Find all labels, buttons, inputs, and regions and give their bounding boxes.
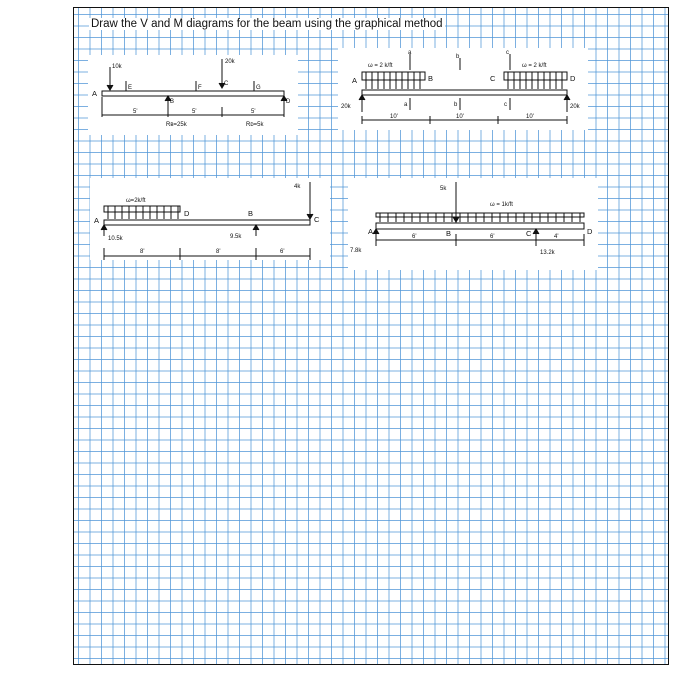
beam2-point-c: C bbox=[490, 74, 496, 83]
beam-diagram-3 bbox=[90, 178, 330, 260]
beam3-span-2: 8' bbox=[216, 249, 221, 255]
beam1-span-2: 5' bbox=[192, 109, 197, 115]
beam2-span-1: 10' bbox=[390, 114, 398, 120]
beam2-point-d: D bbox=[570, 74, 576, 83]
worksheet-title: Draw the V and M diagrams for the beam using the graphical method bbox=[91, 18, 443, 30]
beam4-reaction-a: 7.8k bbox=[350, 248, 362, 254]
beam1-point-e: E bbox=[128, 85, 133, 91]
beam3-point-c: C bbox=[314, 215, 320, 224]
beam1-reaction-d: Rᴅ=5k bbox=[246, 122, 264, 128]
beam1-span-1: 5' bbox=[133, 109, 138, 115]
beam4-span-2: 6' bbox=[490, 234, 495, 240]
beam1-reaction-b: Rʙ=25k bbox=[166, 122, 187, 128]
beam2-udl-left: ω = 2 k/ft bbox=[368, 63, 393, 69]
beam1-point-d: D bbox=[286, 99, 291, 105]
beam2-section-top-c: c bbox=[506, 50, 509, 56]
beam3-point-d: D bbox=[184, 209, 190, 218]
beam2-reaction-right: 20k bbox=[570, 104, 580, 110]
beam4-reaction-c: 13.2k bbox=[540, 250, 555, 256]
beam1-point-c: C bbox=[224, 81, 229, 87]
beam1-point-g: G bbox=[256, 85, 261, 91]
beam4-point-b: B bbox=[446, 229, 452, 238]
beam3-span-1: 8' bbox=[140, 249, 145, 255]
beam4-udl: ω = 1k/ft bbox=[490, 202, 513, 208]
beam1-point-b: B bbox=[170, 99, 175, 105]
beam2-section-top-a: a bbox=[408, 50, 412, 56]
beam4-point-load: 5k bbox=[440, 186, 447, 192]
beam2-section-top-b: b bbox=[456, 54, 460, 60]
beam4-point-d: D bbox=[587, 227, 593, 236]
beam1-load-20k: 20k bbox=[225, 59, 235, 65]
beam3-udl: ω=2k/ft bbox=[126, 198, 146, 204]
beam1-point-f: F bbox=[198, 85, 202, 91]
beam3-span-3: 6' bbox=[280, 249, 285, 255]
beam1-span-3: 5' bbox=[251, 109, 256, 115]
beam4-span-3: 4' bbox=[554, 234, 559, 240]
beam2-udl-right: ω = 2 k/ft bbox=[522, 63, 547, 69]
beam3-point-load: 4k bbox=[294, 184, 301, 190]
beam4-point-c: C bbox=[526, 229, 532, 238]
beam3-point-a: A bbox=[94, 216, 100, 225]
beam1-point-a: A bbox=[92, 89, 98, 98]
beam2-section-bottom-c: c bbox=[504, 102, 507, 108]
beam2-section-bottom-a: a bbox=[404, 102, 408, 108]
beam-diagram-1 bbox=[88, 55, 298, 135]
beam2-section-bottom-b: b bbox=[454, 102, 458, 108]
beam-diagram-2 bbox=[338, 48, 588, 130]
beam2-span-2: 10' bbox=[456, 114, 464, 120]
beam4-span-1: 6' bbox=[412, 234, 417, 240]
beam-diagram-4 bbox=[348, 178, 598, 270]
beam4-point-a: A bbox=[368, 227, 374, 236]
beam2-reaction-left: 20k bbox=[341, 104, 351, 110]
beam3-reaction-a: 10.5k bbox=[108, 236, 123, 242]
beam2-span-3: 10' bbox=[526, 114, 534, 120]
beam2-point-b: B bbox=[428, 74, 434, 83]
beam3-point-b: B bbox=[248, 209, 254, 218]
beam1-load-10k: 10k bbox=[112, 64, 122, 70]
beam3-reaction-b: 9.5k bbox=[230, 234, 242, 240]
beam2-point-a: A bbox=[352, 76, 358, 85]
